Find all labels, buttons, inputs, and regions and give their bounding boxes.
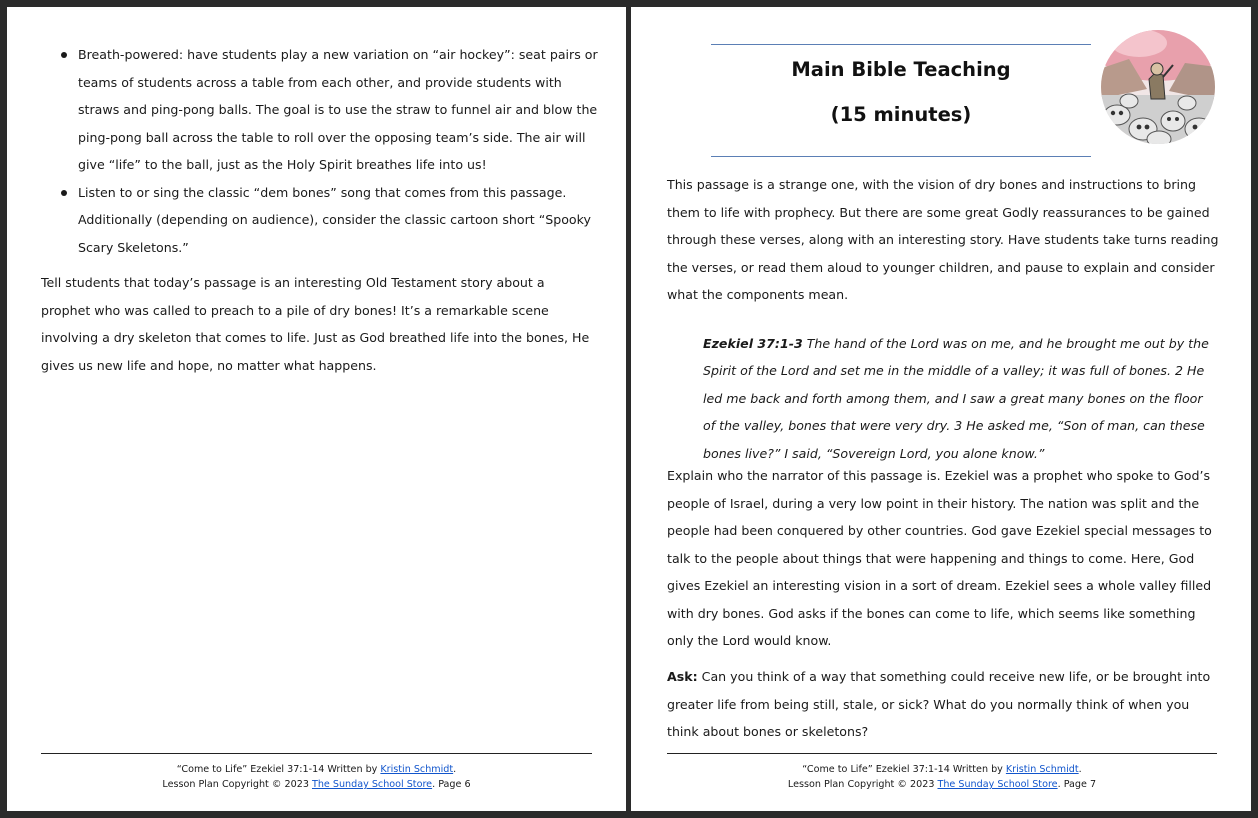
intro-paragraph: This passage is a strange one, with the vision of dry bones and instructions to bring them to life with prophecy. But there are some great Godly reassurances to be gained through these verses, along with an interesting story. Have students take turns reading the verses, or read them aloud to younger children, and pause to explain and consider what the components mean. (667, 177, 1219, 302)
page-number: . Page 6 (432, 779, 471, 790)
bullet-item-air-hockey: Breath-powered: have students play a new variation on “air hockey”: seat pairs or teams of students across a table from each other, and provide students with straws and ping-pong balls. The goal is to use the straw to funnel air and blow the ping-pong ball across the table to roll over the opposing team’s side. The air will give “life” to the ball, just as the Holy Spirit breathes life into us! (59, 41, 599, 179)
scripture-reference: Ezekiel 37:1-3 (703, 335, 803, 351)
author-link[interactable]: Kristin Schmidt (1005, 764, 1079, 775)
ask-label: Ask: (667, 669, 698, 684)
footer-line-1 (41, 762, 592, 777)
scripture-text: The hand of the Lord was on me, and he brought me out by the Spirit of the Lord and set me in the middle of a valley; it was full of bones. 2 He led me back and forth among them, and I saw a great many bones on the floor of the valley, bones that were very dry. 3 He asked me, “Son of man, can these bones live?” I said, “Sovereign Lord, you alone know.” (703, 335, 1209, 461)
author-link[interactable]: Kristin Schmidt (380, 764, 454, 775)
bullet-item-dem-bones: Listen to or sing the classic “dem bones” song that comes from this passage. Additionally (depending on audience), consider the classic cartoon short “Spooky Scary Skeletons.” (59, 179, 599, 262)
footer (667, 762, 1217, 792)
page-number: . Page 7 (1057, 779, 1097, 790)
ask-paragraph (667, 663, 1219, 746)
footer-copyright-text: Lesson Plan Copyright © 2023 (162, 779, 312, 790)
footer-credit-end: . (453, 764, 457, 775)
heading-rule-top (711, 44, 1091, 45)
footer-line-1 (667, 762, 1217, 777)
footer-copyright-text: Lesson Plan Copyright © 2023 (787, 779, 938, 790)
section-duration: (15 minutes) (830, 103, 972, 126)
scripture-passage (703, 330, 1218, 468)
footer-credit-end: . (1078, 764, 1082, 775)
explain-paragraph: Explain who the narrator of this passage is. Ezekiel was a prophet who spoke to God’s people of Israel, during a very low point in their history. The nation was split and the people had been conquered by other countries. God gave Ezekiel special messages to talk to the people about things that were happening and things to come. Here, God gives Ezekiel an interesting vision in a sort of dream. Ezekiel sees a whole valley filled with dry bones. God asks if the bones can come to life, which seems like something only the Lord would know. (667, 468, 1212, 648)
footer-divider (41, 753, 592, 754)
heading-rule-bottom (711, 156, 1091, 157)
footer-credit-text: “Come to Life” Ezekiel 37:1-14 Written by (176, 764, 381, 775)
dry-bones-illustration (1099, 29, 1217, 145)
section-title: Main Bible Teaching (791, 58, 1011, 81)
store-link[interactable]: The Sunday School Store (937, 779, 1058, 790)
footer (41, 762, 592, 792)
footer-credit-text: “Come to Life” Ezekiel 37:1-14 Written by (802, 764, 1006, 775)
ask-text: Can you think of a way that something could receive new life, or be brought into greater life from being still, stale, or sick? What do you normally think of when you think about bones or skeletons? (667, 669, 1211, 739)
activity-bullet-list (59, 41, 599, 261)
intro-paragraph: Tell students that today’s passage is an interesting Old Testament story about a prophet who was called to preach to a pile of dry bones! It’s a remarkable scene involving a dry skeleton that comes to life. Just as God breathed life into the bones, He gives us new life and hope, no matter what happens. (41, 275, 590, 373)
store-link[interactable]: The Sunday School Store (311, 779, 433, 790)
footer-divider (667, 753, 1217, 754)
page-6 (7, 7, 626, 811)
footer-line-2 (41, 777, 592, 792)
page-7 (631, 7, 1251, 811)
footer-line-2 (667, 777, 1217, 792)
